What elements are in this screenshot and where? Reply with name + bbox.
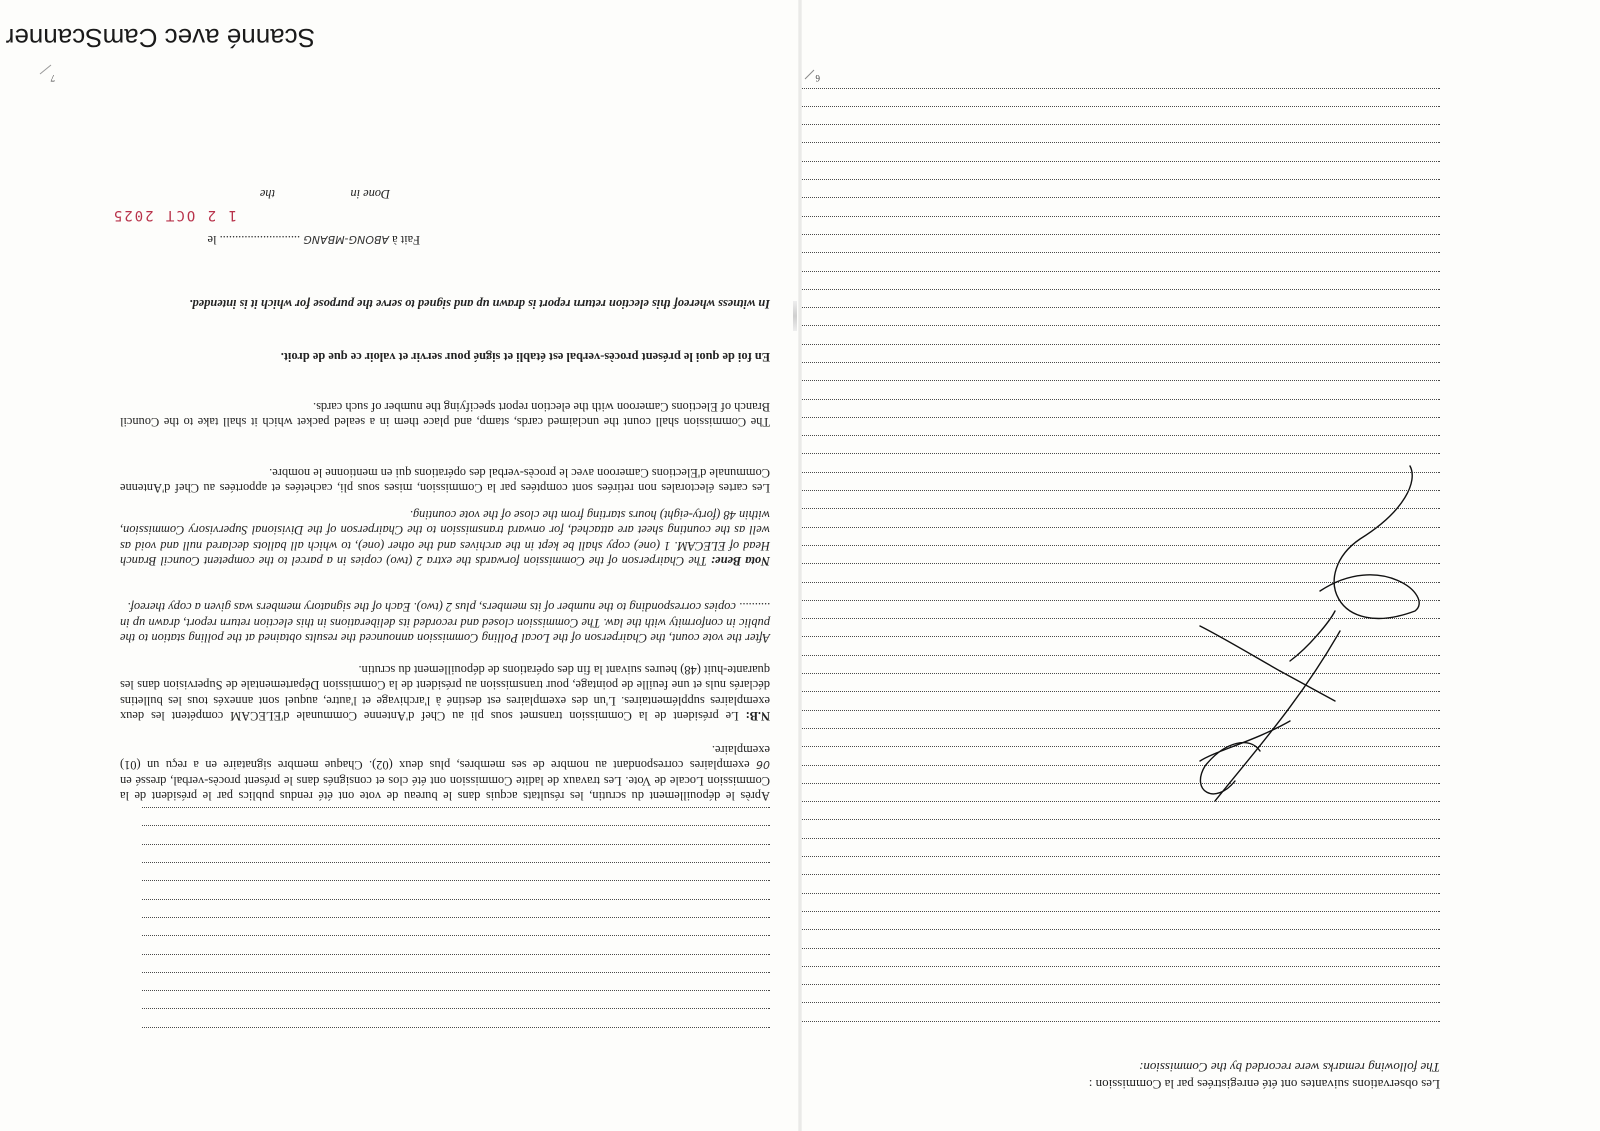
place-dots: .......................... xyxy=(219,233,301,247)
dotted-ruling-line xyxy=(800,893,1440,911)
observations-heading xyxy=(840,1059,1440,1093)
tick-mark-icon xyxy=(803,69,815,81)
dotted-ruling-line xyxy=(142,990,770,1008)
dotted-ruling-line xyxy=(800,216,1440,234)
dotted-ruling-line xyxy=(800,380,1440,398)
dotted-ruling-line xyxy=(142,935,770,953)
dotted-ruling-line xyxy=(800,966,1440,984)
tick-mark-icon xyxy=(38,64,52,76)
place-line xyxy=(60,232,420,247)
paragraph-results-en xyxy=(120,599,770,645)
results-en-text: After the vote count, the Chairperson of the Local Polling Commission announced the results obtained at the polling station to the public in conformity with the law. The Commission closed and recorded its deliberations in this election return report, drawn up in .......... copies corresponding to the number of its members, plus 2 (two). Each of the signatory members was given a copy thereof. xyxy=(120,600,770,645)
nb-label: N.B: xyxy=(745,709,770,723)
dotted-ruling-line xyxy=(800,142,1440,160)
dotted-ruling-line xyxy=(800,399,1440,417)
paragraph-witness-en xyxy=(120,296,770,311)
paragraph-cards-fr xyxy=(120,464,770,495)
dotted-ruling-line xyxy=(800,234,1440,252)
done-in-label: Done in xyxy=(350,187,390,201)
dotted-ruling-line xyxy=(800,88,1440,106)
paragraph-nb-fr xyxy=(120,661,770,723)
copies-count-handwritten: 06 xyxy=(756,758,770,772)
dotted-ruling-line xyxy=(800,106,1440,124)
date-stamp: 1 2 OCT 2025 xyxy=(111,207,237,223)
signature-footer xyxy=(60,187,420,247)
dotted-ruling-line xyxy=(800,271,1440,289)
dotted-ruling-line xyxy=(800,819,1440,837)
heading-english: The following remarks were recorded by the Commission: xyxy=(1138,1060,1440,1075)
results-fr-text: Après le dépouillement du scrutin, les résultats acquis dans le bureau de vote ont été rendus publics par le président de la Commission Locale de Vote. Les travaux de ladite Commission ont été clos et consignés dans le présent procès-verbal, dressé en xyxy=(120,773,770,803)
dotted-ruling-line xyxy=(142,917,770,935)
paragraph-nota-bene-en xyxy=(120,506,770,568)
dotted-ruling-line xyxy=(800,948,1440,966)
paragraph-results-fr xyxy=(120,741,770,803)
dotted-ruling-line xyxy=(142,862,770,880)
page-number: 7 xyxy=(50,73,55,83)
dotted-ruling-line xyxy=(800,929,1440,947)
dotted-ruling-line xyxy=(800,984,1440,1002)
nb-fr-text: Le président de la Commission transmet sous pli au Chef d'Antenne Communale d'ELECAM compétent les deux exemplaires supplémentaires. L'un des exemplaires est destiné à l'archivage et l'autre, auquel sont annexés tous les bulletins déclarés nuls et une feuille de pointage, pour transmission au président de la Commission Départementale de Supervision dans les quarante-huit (48) heures suivant la fin des opérations de dépouillement du scrutin. xyxy=(120,662,770,723)
dotted-ruling-line xyxy=(800,161,1440,179)
closing-dotted-lines xyxy=(142,807,770,1045)
dotted-ruling-line xyxy=(800,252,1440,270)
dotted-ruling-line xyxy=(800,838,1440,856)
dotted-ruling-line xyxy=(800,874,1440,892)
cards-en-text: The Commission shall count the unclaimed cards, stamp, and place them in a sealed packet which it shall take to the Council Branch of Elections Cameroon with the election report specifying the number of such cards. xyxy=(120,399,770,429)
dotted-ruling-line xyxy=(142,880,770,898)
dotted-ruling-line xyxy=(142,807,770,825)
heading-french: Les observations suivantes ont été enregistrées par la Commission : xyxy=(1088,1077,1440,1092)
nota-bene-text: The Chairperson of the Commission forwards the extra 2 (two) copies in a parcel to the competent Council Branch Head of ELECAM. 1 (one) copy shall be kept in the archives and the other (one), to which all ballots declared null and void as well as the counting sheet are attached, for onward transmission to the Chairperson of the Divisional Supervisory Commission, within 48 (forty-eight) hours starting from the close of the vote counting. xyxy=(120,507,770,568)
dotted-ruling-line xyxy=(800,179,1440,197)
paragraph-cards-en xyxy=(120,398,770,429)
dotted-ruling-line xyxy=(142,844,770,862)
page-number: 6 xyxy=(815,73,820,83)
dotted-ruling-line xyxy=(800,1021,1440,1039)
dotted-ruling-line xyxy=(142,972,770,990)
dotted-ruling-line xyxy=(142,1008,770,1026)
dotted-ruling-line xyxy=(800,856,1440,874)
le-label: le xyxy=(207,233,217,247)
nota-bene-label: Nota Bene: xyxy=(710,554,770,568)
dotted-ruling-line xyxy=(142,954,770,972)
witness-en-text: In witness whereof this election return report is drawn up and signed to serve the purpose for which it is intended. xyxy=(189,297,770,311)
dotted-ruling-line xyxy=(800,124,1440,142)
dotted-ruling-line xyxy=(142,825,770,843)
scanner-watermark: Scanné avec CamScanner xyxy=(5,23,315,53)
fait-a-label: Fait à xyxy=(392,233,420,247)
dotted-ruling-line xyxy=(142,899,770,917)
dotted-ruling-line xyxy=(800,362,1440,380)
dotted-ruling-line xyxy=(800,197,1440,215)
the-label: the xyxy=(259,187,275,201)
dotted-ruling-line xyxy=(800,289,1440,307)
place-handwritten: ABONG-MBANG xyxy=(303,233,390,246)
dotted-ruling-line xyxy=(800,344,1440,362)
paragraph-witness-fr xyxy=(120,349,770,364)
observations-page xyxy=(800,0,1600,1131)
handwritten-signature xyxy=(1190,451,1430,811)
dotted-ruling-line xyxy=(800,911,1440,929)
dotted-ruling-line xyxy=(142,1027,770,1045)
witness-fr-text: En foi de quoi le présent procès-verbal est établi et signé pour servir et valoir ce que de droit. xyxy=(280,350,770,364)
dotted-ruling-line xyxy=(800,307,1440,325)
results-fr-text-end: exemplaires correspondant au nombre de ses membres, plus deux (02). Chaque membre signataire en a reçu un (01) exemplaire. xyxy=(120,742,770,773)
dotted-ruling-line xyxy=(800,325,1440,343)
dotted-ruling-line xyxy=(800,417,1440,435)
dotted-ruling-line xyxy=(800,1002,1440,1020)
cards-fr-text: Les cartes électorales non retirées sont comptées par la Commission, mises sous pli, cachetées et apportées au Chef d'Antenne Communale d'Elections Cameroon avec le procès-verbal des opérations qui en mentionne le nombre. xyxy=(120,465,770,495)
